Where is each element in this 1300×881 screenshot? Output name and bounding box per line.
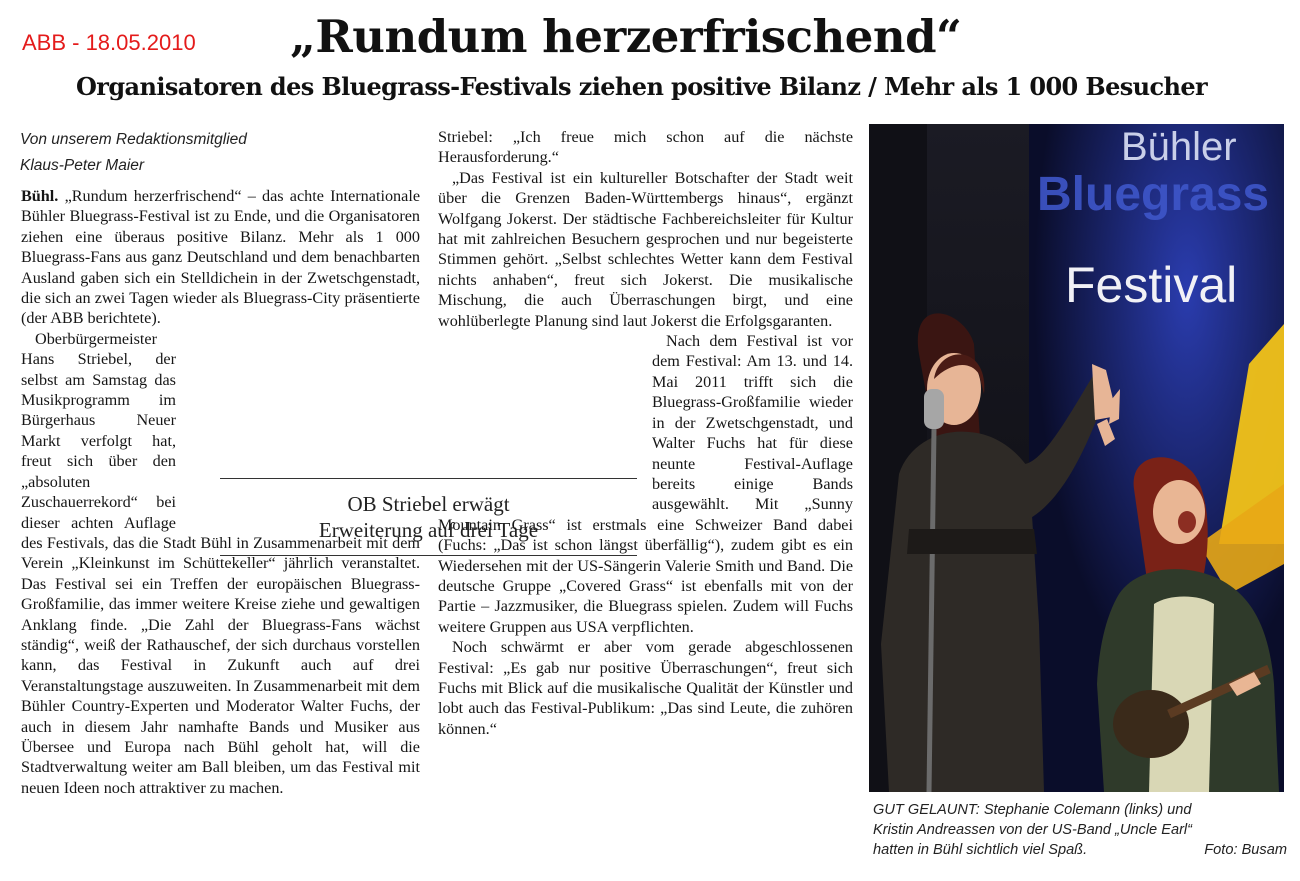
caption-line: Kristin Andreassen von der US-Band „Uncle Earl“: [873, 822, 1193, 838]
banjo-icon: [1113, 690, 1189, 758]
paragraph: [21, 329, 420, 798]
caption-text: hatten in Bühl sichtlich viel Spaß.: [873, 842, 1088, 858]
headline: „Rundum herzerfrischend“: [290, 10, 962, 63]
source-tag: ABB - 18.05.2010: [22, 30, 196, 55]
dateline: Bühl.: [21, 187, 59, 205]
article-column-2: [438, 127, 853, 739]
subheadline: Organisatoren des Bluegrass-Festivals ziehen positive Bilanz / Mehr als 1 000 Besucher: [76, 72, 1208, 101]
subhead-box: [220, 478, 637, 556]
divider: [220, 478, 637, 479]
paragraph: „Das Festival ist ein kultureller Botschafter der Stadt weit über die Grenzen Baden-Württembergs hinaus“, ergänzt Wolfgang Jokerst. Der städtische Fachbereichsleiter für Kultur hat mit zahlreichen Besuchern gesprochen und nur begeisterte Stimmen gehört. „Selbst schlechtes Wetter kann dem Festival nichts anhaben“, freut sich Jokerst. Die musikalische Mischung, die auch Überraschungen birgt, und eine wohlüberlegte Planung sind laut Jokerst die Erfolgsgaranten.: [438, 168, 853, 330]
byline-line2: Klaus-Peter Maier: [20, 157, 145, 174]
photo-credit: Foto: Busam: [1204, 842, 1287, 858]
paragraph-text: Oberbürgermeister Hans Striebel, der selbst am Samstag das Musikprogramm im Bürgerhaus Neuer Markt verfolgt hat, freut sich über den „absoluten Zuschauerrekord“ bei dieser achten Auflage des Festivals, das die Stadt Bühl in Zusammenarbeit mit dem Verein „Kleinkunst im Schüttekeller“ jährlich veranstaltet. Das Festival sei ein Treffen der europäischen Bluegrass-Großfamilie, das immer weitere Kreise ziehe und gewaltigen Anklang finde. „Die Zahl der Bluegrass-Fans wächst ständig“, weiß der Rathauschef, der sich durchaus vorstellen kann, das Festival in Zukunft auch auf drei Veranstaltungstage auszuweiten. In Zusammenarbeit mit dem Bühler Country-Experten und Moderator Walter Fuchs, der auch in diesem Jahr namhafte Bands und Musiker aus Übersee und Europa nach Bühl geholt hat, will die Stadtverwaltung weiter am Ball bleiben, um das Festival mit neuen Ideen noch attraktiver zu machen.: [21, 329, 420, 797]
banner-text-festival: Festival: [1065, 257, 1238, 313]
photo-caption: [873, 800, 1287, 860]
photo-illustration: [869, 124, 1284, 792]
paragraph-text: „Rundum herzerfrischend“ – das achte Internationale Bühler Bluegrass-Festival ist zu Ende, und die Organisatoren ziehen eine überaus positive Bilanz. Mehr als 1 000 Bluegrass-Fans aus ganz Deutschland und dem benachbarten Ausland gaben sich ein Stelldichein in der Zwetschgenstadt, die sich an zwei Tagen wieder als Bluegrass-City präsentierte (der ABB berichtete).: [21, 187, 421, 328]
divider: [220, 555, 637, 556]
microphone-icon: [924, 389, 944, 429]
concert-photo: [869, 124, 1284, 792]
subhead-line1: OB Striebel erwägt: [347, 492, 510, 516]
paragraph: Noch schwärmt er aber vom gerade abgeschlossenen Festival: „Es gab nur positive Überraschungen“, freut sich Fuchs mit Blick auf die musikalische Qualität der Künstler und lobt auch das Festival-Publikum: „Das sind Leute, die zuhören können.“: [438, 638, 853, 738]
paragraph: Striebel: „Ich freue mich schon auf die nächste Herausforderung.“: [438, 128, 853, 167]
paragraph: [21, 186, 420, 329]
caption-line: [873, 840, 1287, 860]
paragraph-text: Nach dem Festival ist vor dem Festival: Am 13. und 14. Mai 2011 trifft sich die Bluegrass-Großfamilie wieder in der Zwetschgenstadt, und Walter Fuchs hat für diese neunte Festival-Auflage bereits einige Bands ausgewählt. Mit „Sunny Mountain Grass“ ist erstmals eine Schweizer Band dabei (Fuchs: „Das ist schon längst überfällig“), zudem gibt es ein Wiedersehen mit der US-Sängerin Valerie Smith und Band. Die deutsche Gruppe „Covered Grass“ ist ebenfalls mit von der Partie – Jazzmusiker, die Bluegrass spielen. Zudem will Fuchs weitere Gruppen aus USA verpflichten.: [438, 332, 853, 636]
caption-line: GUT GELAUNT: Stephanie Colemann (links) und: [873, 802, 1192, 818]
banner-text-buehler: Bühler: [1121, 125, 1237, 169]
subhead-line2: Erweiterung auf drei Tage: [318, 518, 539, 542]
banner-text-bluegrass: Bluegrass: [1037, 168, 1270, 221]
byline-line1: Von unserem Redaktionsmitglied: [20, 131, 247, 148]
